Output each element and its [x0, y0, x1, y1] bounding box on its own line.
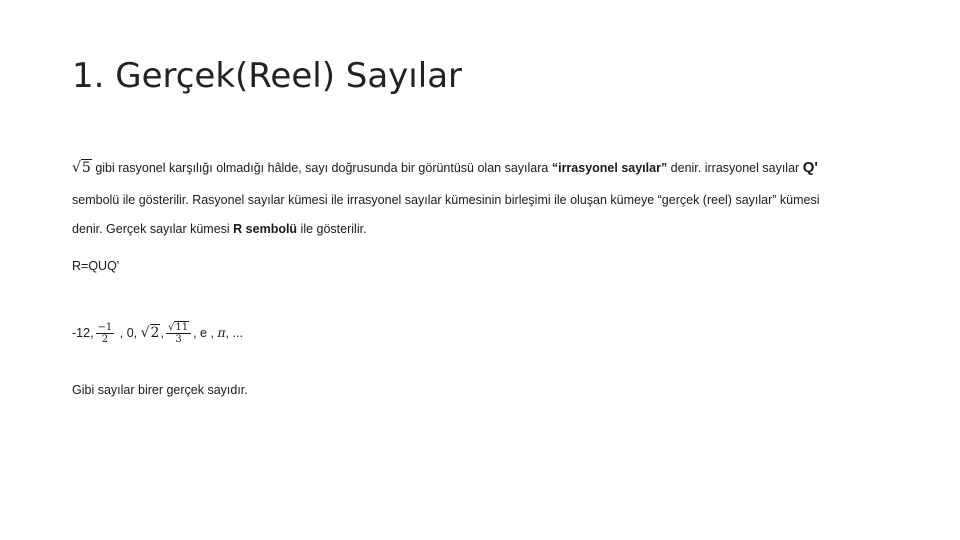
slide-title: 1. Gerçek(Reel) Sayılar [72, 56, 463, 96]
conclusion-text: Gibi sayılar birer gerçek sayıdır. [72, 383, 248, 397]
paragraph-line-3 [72, 219, 367, 239]
real-symbol-term: R sembolü [233, 222, 298, 236]
paragraph-line-3-text: denir. Gerçek sayılar kümesi [72, 222, 234, 236]
fraction-minus-one-half [96, 322, 115, 345]
fraction-denominator: 2 [101, 334, 109, 346]
fraction-denominator-2: 3 [175, 334, 182, 346]
fraction-numerator-sqrt [166, 322, 191, 334]
example-separator-3: , e , [193, 326, 218, 340]
paragraph-line-1-text: gibi rasyonel karşılığı olmadığı hâlde, sayı doğrusunda bir görüntüsü olan sayılara [91, 161, 552, 175]
irrational-term: “irrasyonel sayılar” [551, 161, 668, 175]
sqrt-eleven: √11 [167, 322, 189, 334]
sqrt-five: √5 [72, 160, 91, 176]
fraction-sqrt-eleven-thirds [166, 322, 191, 345]
examples-line [72, 318, 243, 348]
example-separator-2: , [160, 326, 164, 340]
paragraph-line-1 [72, 158, 818, 178]
paragraph-line-3-text-end: ile gösterilir. [297, 222, 367, 236]
sqrt-five-radicand: 5 [81, 160, 91, 176]
paragraph-line-1-text-end: denir. irrasyonel sayılar [667, 161, 803, 175]
pi-symbol: π [217, 325, 226, 340]
sqrt-two-radicand: 2 [150, 325, 160, 341]
example-separator: , 0, [116, 326, 141, 340]
sqrt-two: √2 [140, 325, 160, 341]
sqrt-eleven-radicand: 11 [175, 322, 189, 334]
fraction-numerator: −1 [97, 322, 113, 334]
example-ellipsis: , ... [225, 326, 243, 340]
paragraph-line-2: sembolü ile gösterilir. Rasyonel sayılar kümesi ile irrasyonel sayılar kümesinin birleşimi ile oluşan kümeye “gerçek (reel) sayılar” kümesi [72, 193, 820, 207]
example-integer: -12, [72, 326, 94, 340]
irrational-symbol: Q' [802, 159, 818, 176]
set-formula: R=QUQ' [72, 259, 120, 273]
